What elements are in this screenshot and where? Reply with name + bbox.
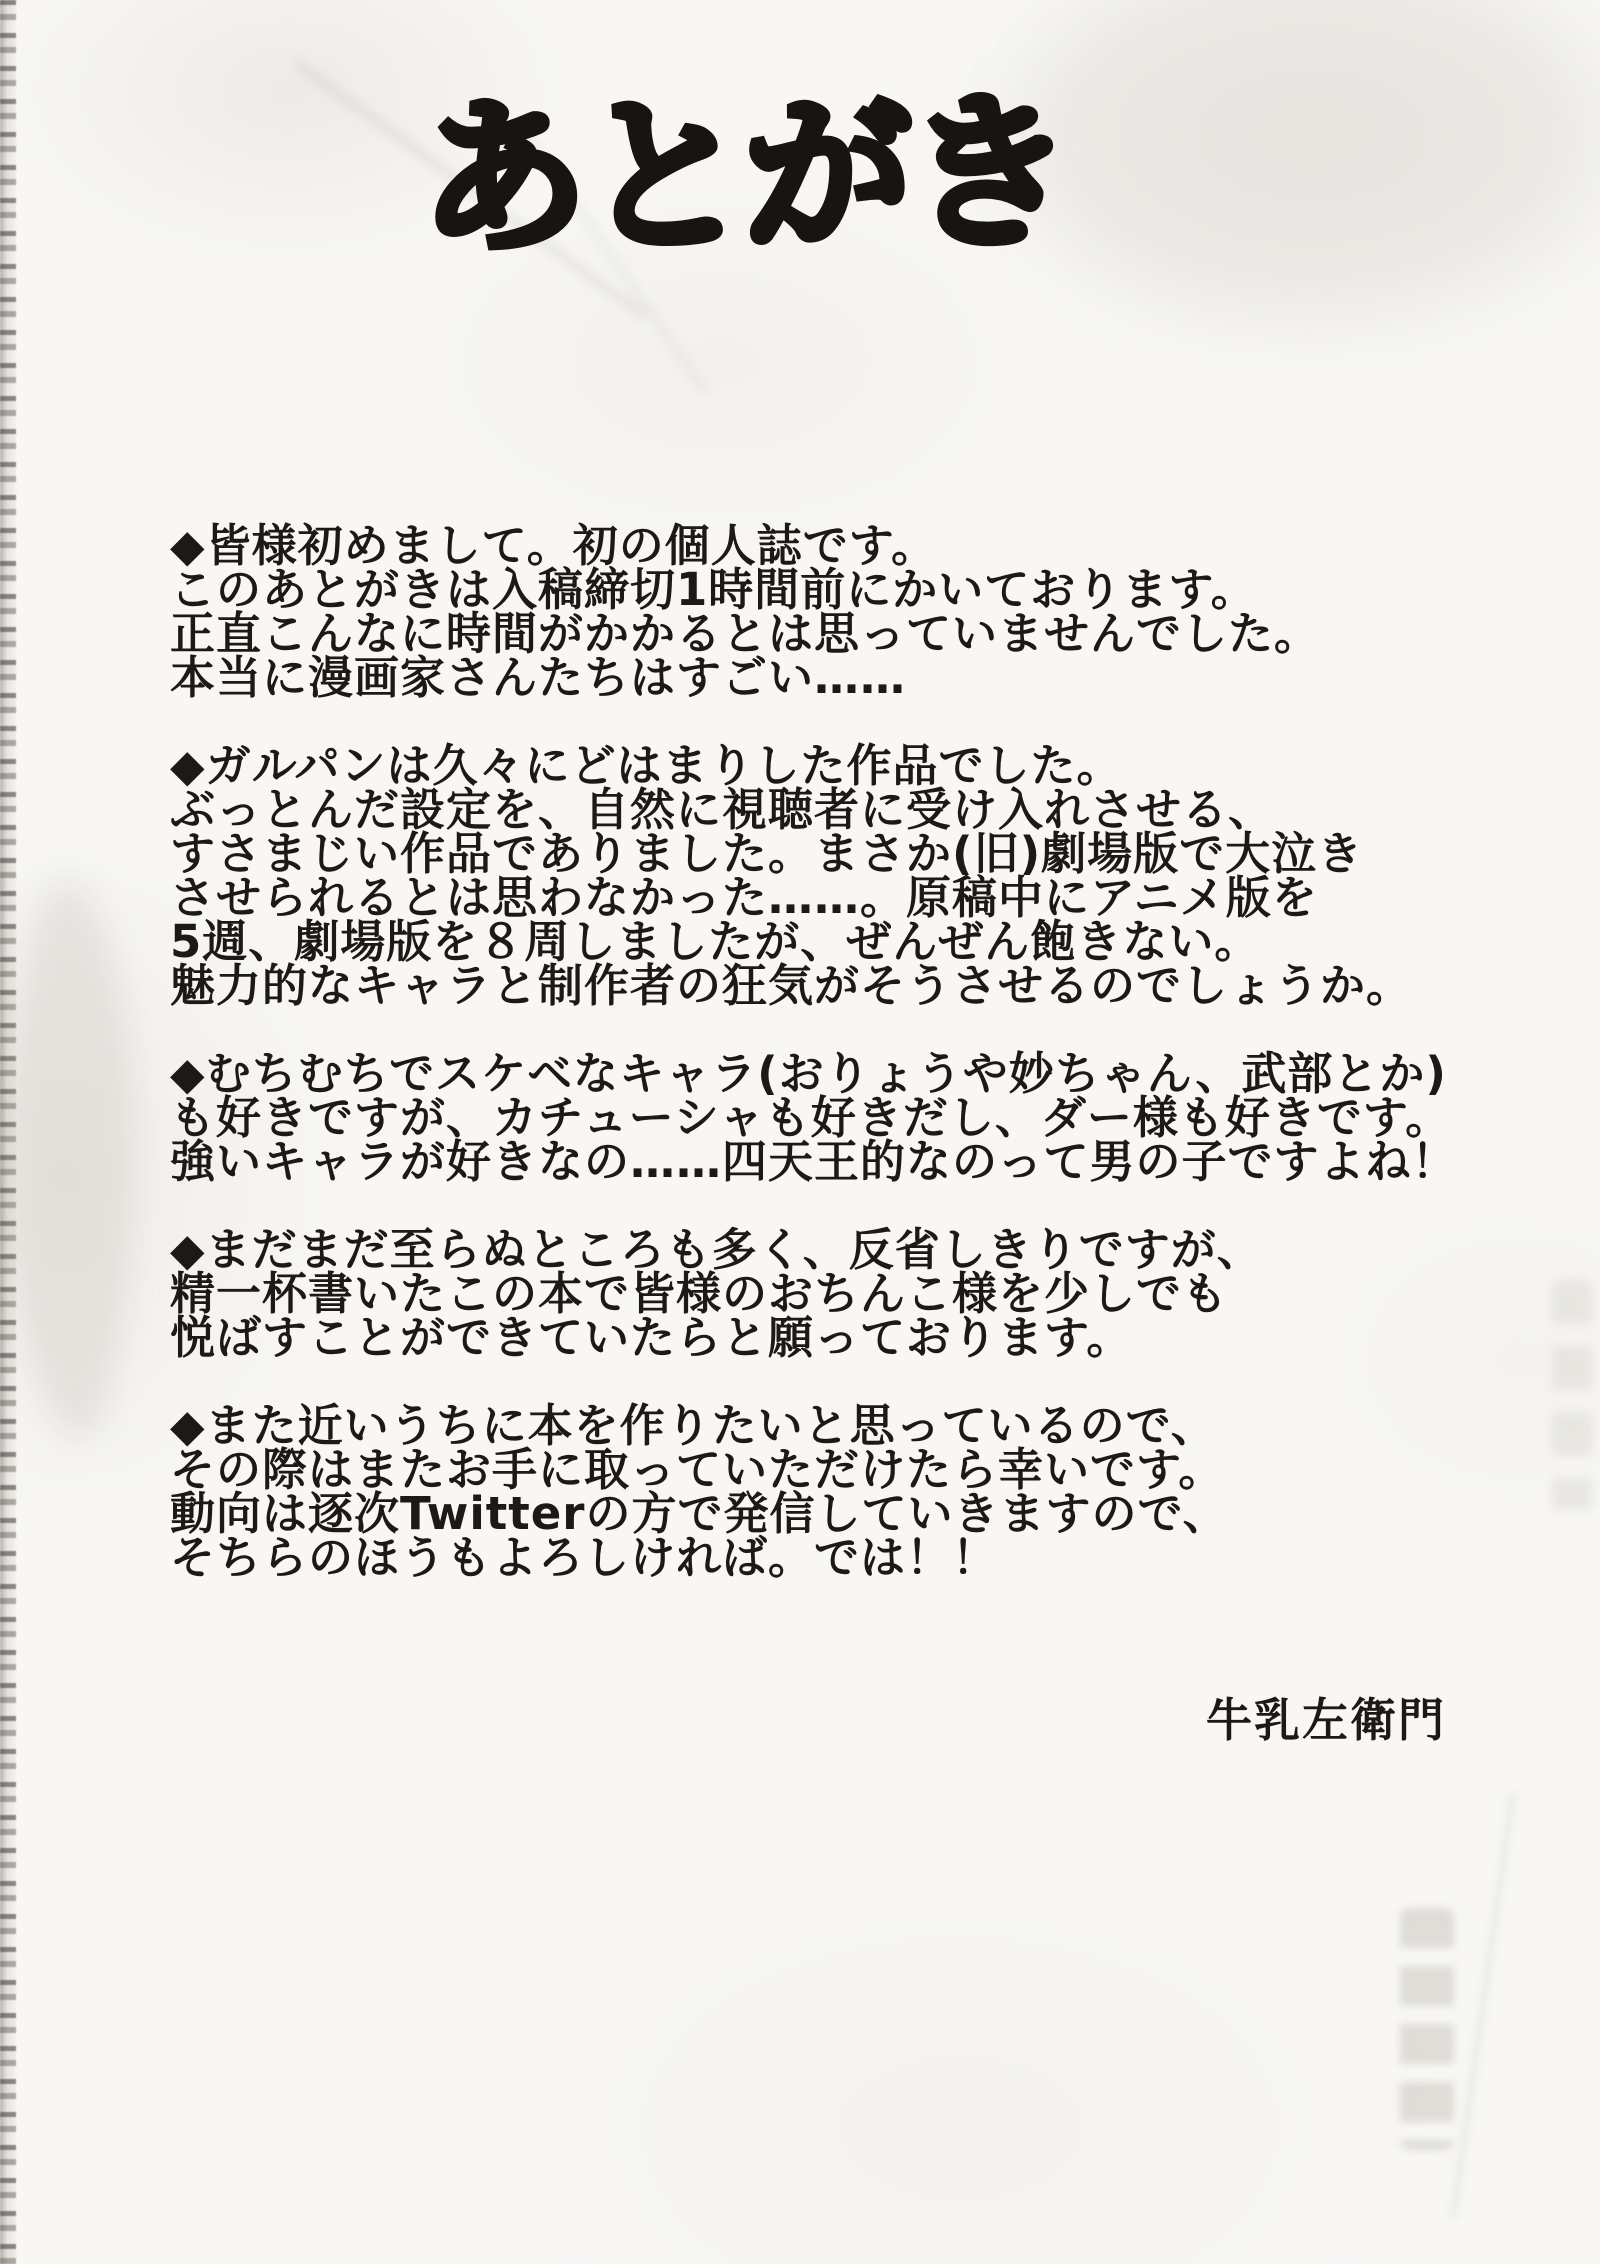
text-line: ◆まだまだ至らぬところも多く、反省しきりですが、	[170, 1223, 1263, 1276]
text-line: ◆むちむちでスケベなキャラ(おりょうや妙ちゃん、武部とか)	[170, 1047, 1447, 1100]
bleedthrough-wash-left	[8, 880, 133, 1440]
text-line: そちらのほうもよろしければ。では！！	[170, 1531, 999, 1584]
author-signature: 牛乳左衛門	[1206, 1693, 1446, 1747]
text-line: すさまじい作品でありました。まさか(旧)劇場版で大泣き	[170, 827, 1364, 880]
text-line: ◆ガルパンは久々にどはまりした作品でした。	[170, 739, 1123, 792]
text-line: 強いキャラが好きなの……四天王的なのって男の子ですよね！	[170, 1135, 1458, 1188]
paragraph-reflection	[170, 1223, 1500, 1364]
text-line: 本当に漫画家さんたちはすごい……	[170, 651, 907, 704]
paragraph-farewell	[170, 1399, 1500, 1584]
paragraph-characters	[170, 1047, 1500, 1188]
text-line: 動向は逐次Twitterの方で発信していきますので、	[170, 1487, 1229, 1540]
paragraph-greeting	[170, 519, 1500, 704]
text-line: ぶっとんだ設定を、自然に視聴者に受け入れさせる、	[170, 783, 1275, 836]
text-line: その際はまたお手に取っていただけたら幸いです。	[170, 1443, 1225, 1496]
text-line: 悦ばすことができていたらと願っております。	[170, 1311, 1133, 1364]
bleedthrough-text-ghost-bottom-right	[1400, 1908, 1454, 2150]
text-line: このあとがきは入稿締切1時間前にかいております。	[170, 563, 1257, 616]
text-line: 5週、劇場版を８周しましたが、ぜんぜん飽きない。	[170, 915, 1261, 968]
text-line: 精一杯書いたこの本で皆様のおちんこ様を少しでも	[170, 1267, 1229, 1320]
page-title: あとがき	[418, 74, 1070, 278]
binding-edge-shadow	[0, 0, 16, 2264]
paragraph-garupan	[170, 739, 1500, 1012]
afterword-body	[170, 519, 1500, 1584]
bleedthrough-text-ghost-right	[1552, 1280, 1592, 1510]
text-line: 正直こんなに時間がかかるとは思っていませんでした。	[170, 607, 1321, 660]
text-line: ◆また近いうちに本を作りたいと思っているので、	[170, 1399, 1217, 1452]
text-line: ◆皆様初めまして。初の個人誌です。	[170, 519, 938, 572]
bleedthrough-wash-top-right	[1020, 0, 1600, 320]
text-line: させられるとは思わなかった……。原稿中にアニメ版を	[170, 871, 1318, 924]
paper-crease	[1450, 1792, 1516, 2219]
text-line: も好きですが、カチューシャも好きだし、ダー様も好きです。	[170, 1091, 1452, 1144]
text-line: 魅力的なキャラと制作者の狂気がそうさせるのでしょうか。	[170, 959, 1413, 1012]
